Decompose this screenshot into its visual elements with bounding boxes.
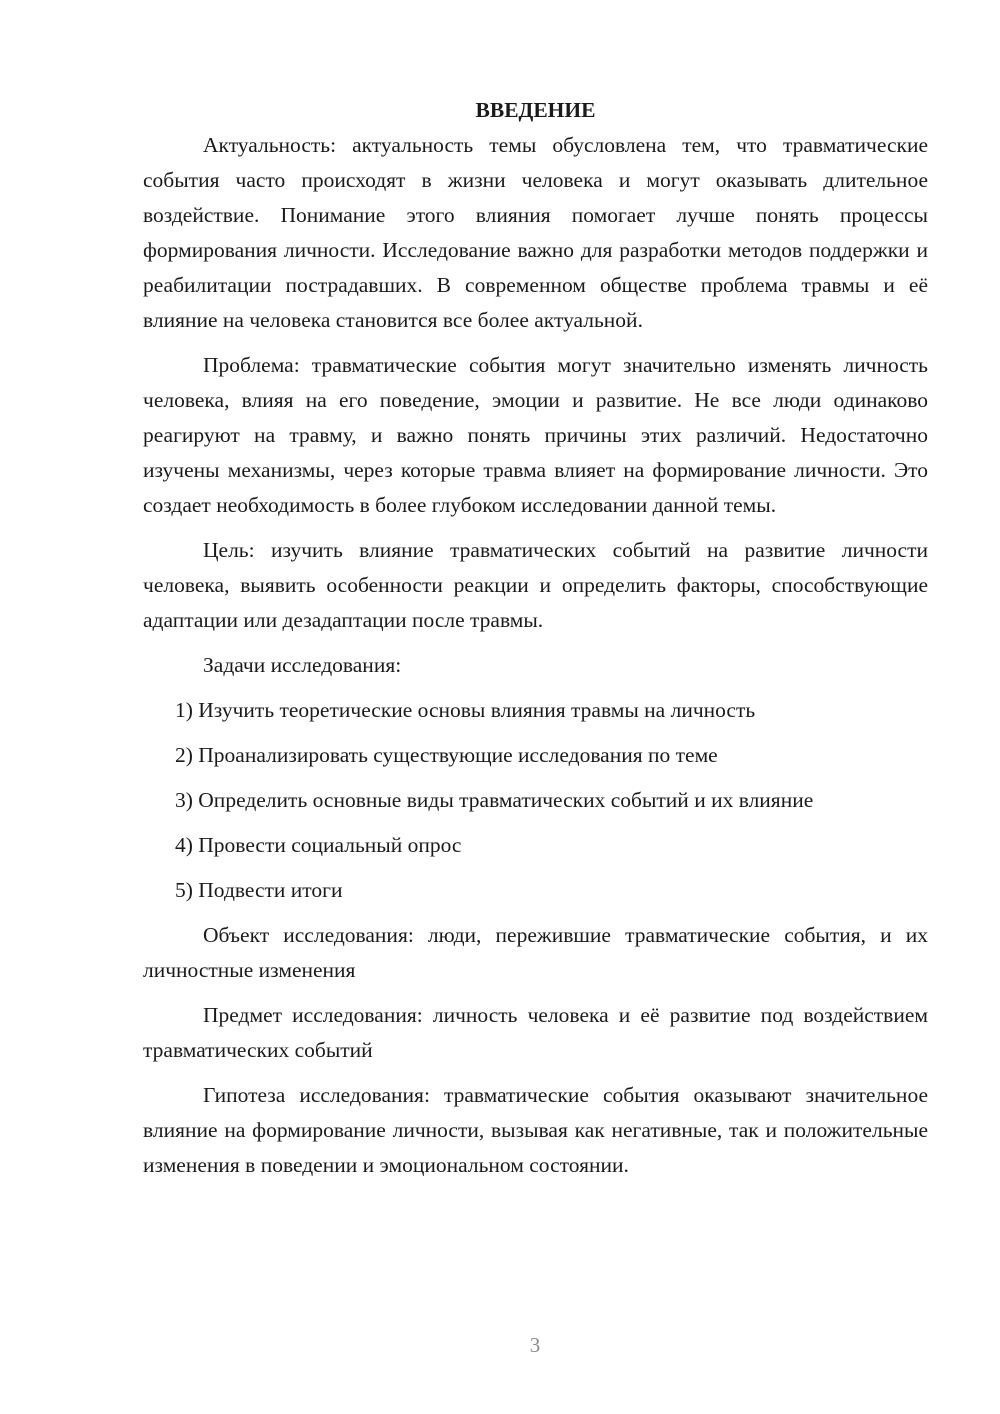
page-title: ВВЕДЕНИЕ xyxy=(475,98,596,122)
subject-paragraph: Предмет исследования: личность человека и её развитие под воздействием травматических событий xyxy=(143,1003,928,1062)
page-number: 3 xyxy=(529,1333,541,1357)
goal-paragraph: Цель: изучить влияние травматических событий на развитие личности человека, выявить особенности реакции и определить факторы, способствующие адаптации или дезадаптации после травмы. xyxy=(143,538,928,632)
document-page xyxy=(143,92,928,1193)
task-list xyxy=(143,693,928,908)
hypothesis-paragraph: Гипотеза исследования: травматические события оказывают значительное влияние на формирование личности, вызывая как негативные, так и положительные изменения в поведении и эмоциональном состоянии. xyxy=(143,1083,928,1177)
list-item: 3) Определить основные виды травматических событий и их влияние xyxy=(175,788,814,812)
list-item: 2) Проанализировать существующие исследования по теме xyxy=(175,743,718,767)
tasks-heading: Задачи исследования: xyxy=(203,653,402,677)
list-item: 5) Подвести итоги xyxy=(175,878,343,902)
relevance-paragraph: Актуальность: актуальность темы обусловлена тем, что травматические события часто происходят в жизни человека и могут оказывать длительное воздействие. Понимание этого влияния помогает лучше понять процессы формирования личности. Исследование важно для разработки методов поддержки и реабилитации пострадавших. В современном обществе проблема травмы и её влияние на человека становится все более актуальной. xyxy=(143,133,928,332)
problem-paragraph: Проблема: травматические события могут значительно изменять личность человека, влияя на его поведение, эмоции и развитие. Не все люди одинаково реагируют на травму, и важно понять причины этих различий. Недостаточно изучены механизмы, через которые травма влияет на формирование личности. Это создает необходимость в более глубоком исследовании данной темы. xyxy=(143,353,928,517)
list-item: 4) Провести социальный опрос xyxy=(175,833,462,857)
object-paragraph: Объект исследования: люди, пережившие травматические события, и их личностные изменения xyxy=(143,923,928,982)
list-item: 1) Изучить теоретические основы влияния травмы на личность xyxy=(175,698,756,722)
